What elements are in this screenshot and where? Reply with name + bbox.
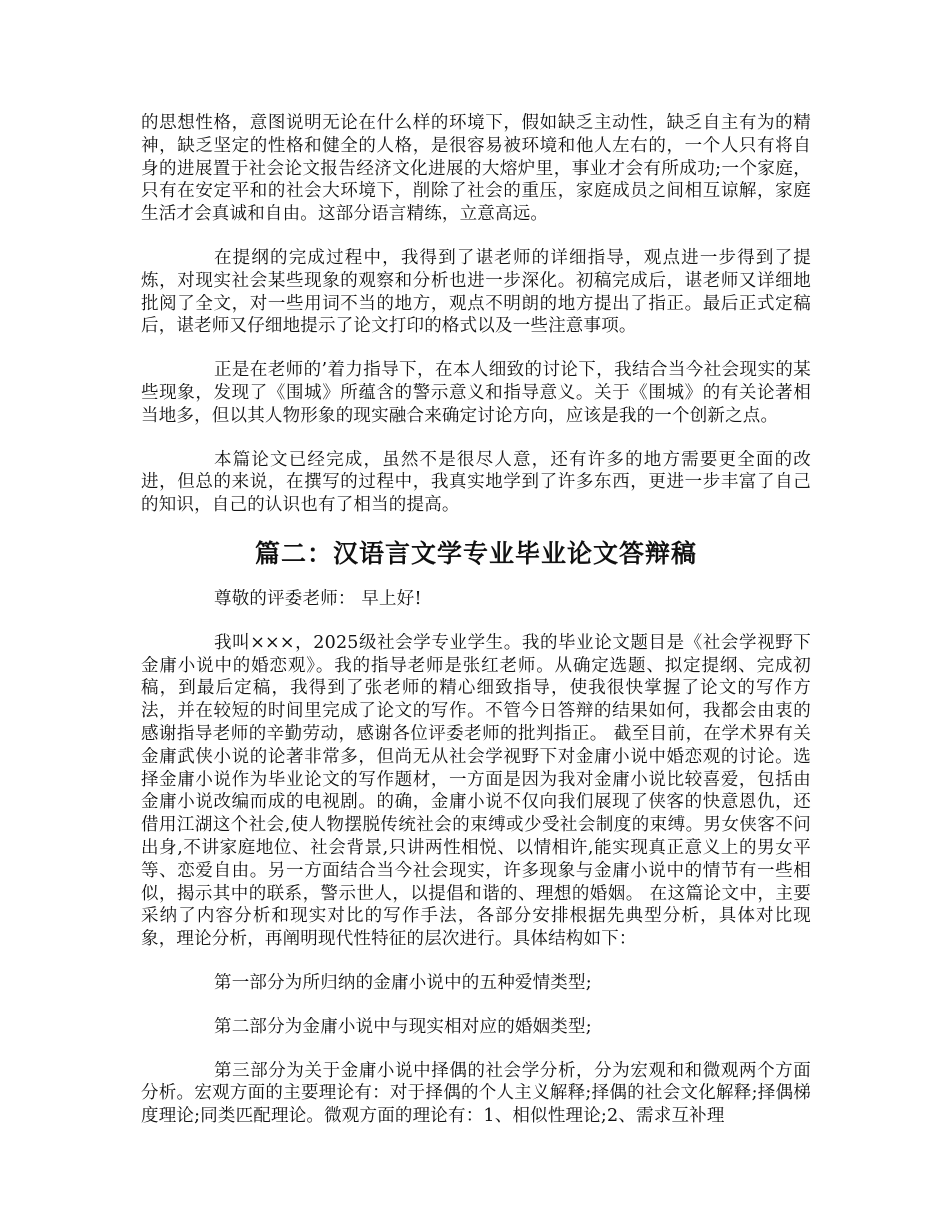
paragraph-greeting: 尊敬的评委老师： 早上好!	[214, 588, 422, 609]
paragraph-conclusion: 本篇论文已经完成，虽然不是很尽人意，还有许多的地方需要更全面的改进，但总的来说，在撰写的过程中，我真实地学到了许多东西，更进一步丰富了自己的知识，自己的认识也有了相当的提高。	[141, 449, 811, 516]
paragraph-part-two: 第二部分为金庸小说中与现实相对应的婚姻类型;	[214, 1016, 592, 1037]
paragraph-introduction: 我叫×××，2025级社会学专业学生。我的毕业论文题目是《社会学视野下金庸小说中的婚恋观》。我的指导老师是张红老师。从确定选题、拟定提纲、完成初稿，到最后定稿，我得到了张老师的精心细致指导，使我很快掌握了论文的写作方法，并在较短的时间里完成了论文的写作。不管今日答辩的结果如何，我都会由衷的感谢指导老师的辛勤劳动，感谢各位评委老师的批判指正。 截至目前，在学术界有关金庸武侠小说的论著非常多，但尚无从社会学视野下对金庸小说中婚恋观的讨论。选择金庸小说作为毕业论文的写作题材，一方面是因为我对金庸小说比较喜爱，包括由金庸小说改编而成的电视剧。的确，金庸小说不仅向我们展现了侠客的快意恩仇，还借用江湖这个社会,使人物摆脱传统社会的束缚或少受社会制度的束缚。男女侠客不问出身,不讲家庭地位、社会背景,只讲两性相悦、以情相许,能实现真正意义上的男女平等、恋爱自由。另一方面结合当今社会现实，许多现象与金庸小说中的情节有一些相似，揭示其中的联系，警示世人，以提倡和谐的、理想的婚姻。 在这篇论文中，主要采纳了内容分析和现实对比的写作手法，各部分安排根据先典型分析，具体对比现象，理论分析，再阐明现代性特征的层次进行。具体结构如下：	[141, 632, 811, 950]
paragraph-outline-guidance: 在提纲的完成过程中，我得到了谌老师的详细指导，观点进一步得到了提炼，对现实社会某些现象的观察和分析也进一步深化。初稿完成后，谌老师又详细地批阅了全文，对一些用词不当的地方，观点不明朗的地方提出了指正。最后正式定稿后，谌老师又仔细地提示了论文打印的格式以及一些注意事项。	[141, 247, 811, 337]
document-page	[141, 112, 811, 1149]
paragraph-part-three: 第三部分为关于金庸小说中择偶的社会学分析，分为宏观和和微观两个方面分析。宏观方面的主要理论有：对于择偶的个人主义解释;择偶的社会文化解释;择偶梯度理论;同类匹配理论。微观方面的理论有：1、相似性理论;2、需求互补理	[141, 1060, 811, 1127]
paragraph-part-one: 第一部分为所归纳的金庸小说中的五种爱情类型;	[214, 972, 592, 993]
section-title: 篇二：汉语言文学专业毕业论文答辩稿	[254, 538, 697, 568]
paragraph-character-analysis: 的思想性格，意图说明无论在什么样的环境下，假如缺乏主动性，缺乏自主有为的精神，缺乏坚定的性格和健全的人格，是很容易被环境和他人左右的，一个人只有将自身的进展置于社会论文报告经济文化进展的大熔炉里，事业才会有所成功;一个家庭，只有在安定平和的社会大环境下，削除了社会的重压，家庭成员之间相互谅解，家庭生活才会真诚和自由。这部分语言精练，立意高远。	[141, 113, 811, 225]
paragraph-innovation: 正是在老师的’着力指导下，在本人细致的讨论下，我结合当今社会现实的某些现象，发现了《围城》所蕴含的警示意义和指导意义。关于《围城》的有关论著相当地多，但以其人物形象的现实融合来确定讨论方向，应该是我的一个创新之点。	[141, 360, 811, 426]
